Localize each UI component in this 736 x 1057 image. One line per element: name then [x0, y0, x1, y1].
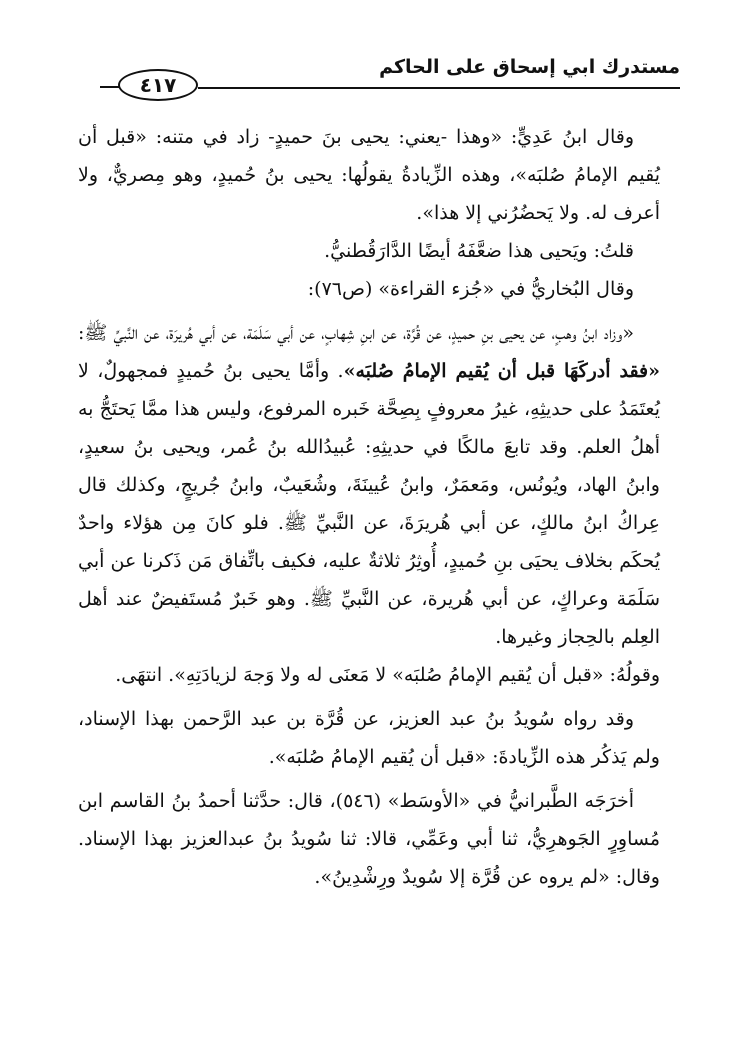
header-ornament [100, 86, 120, 88]
quote-body: . وأمَّا يحيى بنُ حُميدٍ فمجهولٌ، لا يُعتَمَدُ على حديثِهِ، غيرُ معروفٍ بِصِحَّة خَبره المرفوع، وليس هذا ممَّا يَحتَجُّ به أهلُ العلم. وقد تابعَ مالكًا في حديثِهِ: عُبيدُالله بنُ عُمر، ويحيى بنُ سعيدٍ، وابنُ الهاد، ويُونُس، ومَعمَرٌ، وابنُ عُيينَةَ، وشُعَيبٌ، وابنُ جُريجٍ، وكذلك قال عِراكُ ابنُ مالكٍ، عن أبي هُريرَةَ، عن النَّبيِّ ﷺ. فلو كانَ مِن هؤلاء واحدٌ يُحكَم بخلاف يحيَى بنِ حُميدٍ، أُوثِرُ ثلاثةٌ عليه، فكيف باتِّفاق مَن ذَكرنا عن أبي سَلَمَة وعراكٍ، عن أبي هُريرة، عن النَّبيِّ ﷺ. وهو خَبرٌ مُستَفيضٌ عند أهل العِلم بالحِجاز وغيرها. [78, 360, 660, 648]
paragraph-bukhari-intro: وقال البُخاريُّ في «جُزء القراءة» (ص٧٦): [307, 278, 634, 300]
page-header [80, 50, 680, 98]
quoted-passage [78, 314, 660, 656]
paragraph-tabarani: أخرَجَه الطَّبرانيُّ في «الأوسَط» (٥٤٦)، قال: حدَّثنا أحمدُ بنُ القاسم ابن مُساوِرٍ الجَوهرِيُّ، ثنا أبي وعَمِّي، قالا: ثنا سُويدُ بنُ عبدالعزيز بهذا الإسناد. وقال: «لم يروه عن قُرَّة إلا سُويدٌ ورِشْدِينُ». [78, 790, 660, 888]
quote-opening: «وزاد ابنُ وهبٍ، عن يحيى بنِ حميدٍ، عن قُرَّة، عن ابنِ شِهابٍ، عن أبي سَلَمَة، عن أبي هُريرَة، عن النَّبيِّ ﷺ: [78, 322, 634, 344]
paragraph-suwayd: وقد رواه سُويدُ بنُ عبد العزيز، عن قُرَّة بن عبد الرَّحمن بهذا الإسناد، ولم يَذكُر هذه الزِّيادةَ: «قبل أن يُقيم الإمامُ صُلبَه». [78, 708, 660, 768]
quote-highlight: «فقد أدركَهَا قبل أن يُقيم الإمامُ صُلبَه» [343, 360, 661, 382]
running-title: مستدرك ابي إسحاق على الحاكم [379, 56, 680, 78]
header-rule [198, 87, 680, 89]
paragraph-ibn-adi: وقال ابنُ عَدِيٍّ: «وهذا -يعني: يحيى بنَ حميدٍ- زاد في متنه: «قبل أن يُقيم الإمامُ صُلبَه»، وهذه الزِّيادةُ يقولُها: يحيى بنُ حُميدٍ، وهو مِصريٌّ، ولا أعرف له. ولا يَحضُرُني إلا هذا». [78, 126, 660, 224]
page-number: ٤١٧ [118, 69, 198, 101]
main-text [78, 118, 660, 896]
quote-closing: وقولُهُ: «قبل أن يُقيم الإمامُ صُلبَه» لا مَعنَى له ولا وَجهَ لزيادَتِهِ». انتهَى. [115, 664, 660, 686]
paragraph-qultu: قلتُ: ويَحيى هذا ضعَّفَهُ أيضًا الدَّارَقُطنيُّ. [324, 240, 634, 262]
